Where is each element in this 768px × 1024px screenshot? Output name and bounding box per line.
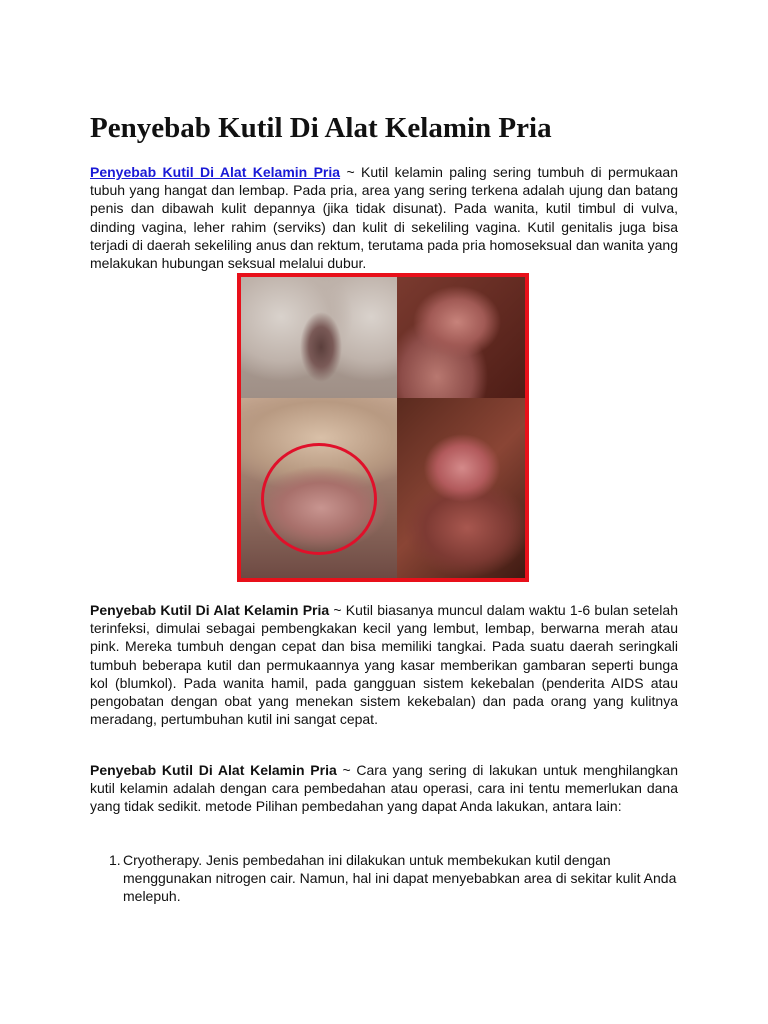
title-link[interactable]: Penyebab Kutil Di Alat Kelamin Pria [90,164,341,180]
list-item-text: Cryotherapy. Jenis pembedahan ini dilakukan untuk membekukan kutil dengan menggunakan nitrogen cair. Namun, hal ini dapat menyebabkan area di sekitar kulit Anda melepuh. [123,852,677,905]
paragraph-text: ~ Kutil biasanya muncul dalam waktu 1-6 bulan setelah terinfeksi, dimulai sebagai pembengkakan kecil yang lembut, lembap, berwarna merah atau pink. Mereka tumbuh dengan cepat dan bisa memiliki tangkai. Pada suatu daerah seringkali tumbuh beberapa kutil dan permukaannya yang kasar memberikan gambaran seperti bunga kol (blumkol). Pada wanita hamil, pada gangguan sistem kekebalan (penderita AIDS atau pengobatan dengan obat yang menekan sistem kekebalan) dan pada orang yang kulitnya meradang, pertumbuhan kutil ini sangat cepat. [90,602,678,728]
photo-top-left [241,277,397,398]
treatment-paragraph [90,761,678,816]
photo-collage [237,273,529,582]
highlight-circle [261,443,377,555]
list-item [90,851,678,906]
photo-top-right [397,277,525,398]
intro-paragraph [90,163,678,272]
paragraph-lead: Penyebab Kutil Di Alat Kelamin Pria [90,762,337,778]
symptoms-paragraph [90,601,678,728]
paragraph-text: ~ Cara yang sering di lakukan untuk menghilangkan kutil kelamin adalah dengan cara pembedahan atau operasi, cara ini tentu memerlukan dana yang tidak sedikit. metode Pilihan pembedahan yang dapat Anda lakukan, antara lain: [90,762,678,815]
page-title: Penyebab Kutil Di Alat Kelamin Pria [90,112,552,144]
photo-bottom-right [397,398,525,578]
paragraph-lead: Penyebab Kutil Di Alat Kelamin Pria [90,602,330,618]
paragraph-text: ~ Kutil kelamin paling sering tumbuh di permukaan tubuh yang hangat dan lembap. Pada pria, area yang sering terkena adalah ujung dan batang penis dan dibawah kulit depannya (jika tidak disunat). Pada wanita, kutil timbul di vulva, dinding vagina, leher rahim (serviks) dan kulit di sekeliling vagina. Kutil genitalis juga bisa terjadi di daerah sekeliling anus dan rektum, terutama pada pria homoseksual dan wanita yang melakukan hubungan seksual melalui dubur. [90,164,678,272]
treatment-list [90,851,678,906]
list-number: 1. [109,852,121,868]
